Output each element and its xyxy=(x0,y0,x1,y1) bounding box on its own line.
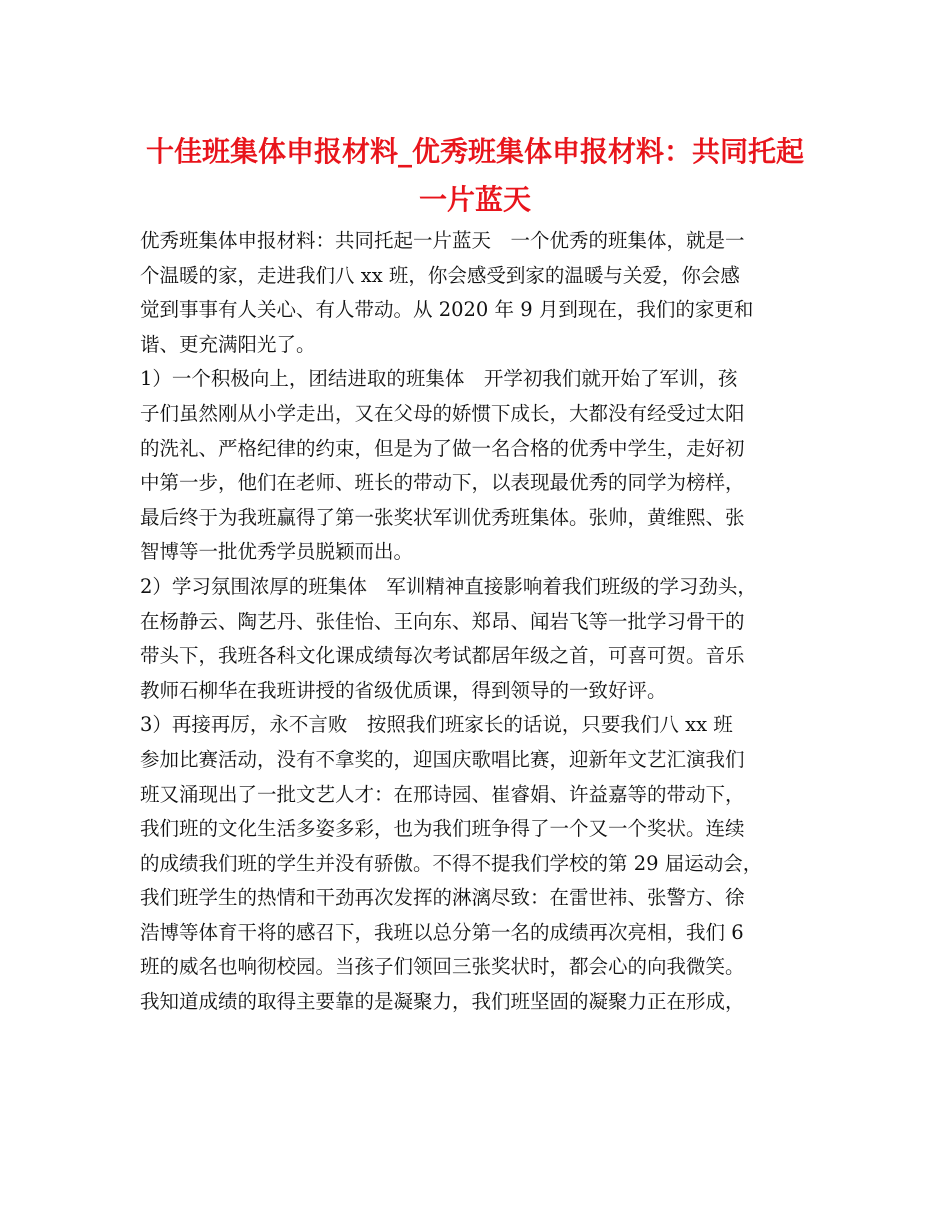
body-line: 1）一个积极向上，团结进取的班集体 开学初我们就开始了军训，孩 xyxy=(140,367,738,391)
body-line: 我们班的文化生活多姿多彩，也为我们班争得了一个又一个奖状。连续 xyxy=(140,817,745,841)
body-line: 班又涌现出了一批文艺人才：在邢诗园、崔睿娟、许益嘉等的带动下， xyxy=(140,782,745,806)
body-line: 2）学习氛围浓厚的班集体 军训精神直接影响着我们班级的学习劲头， xyxy=(140,574,757,598)
document-title xyxy=(100,128,850,224)
body-line: 优秀班集体申报材料：共同托起一片蓝天 一个优秀的班集体，就是一 xyxy=(140,229,745,252)
body-line: 子们虽然刚从小学走出，又在父母的娇惯下成长，大都没有经受过太阳 xyxy=(140,401,745,425)
body-line: 在杨静云、陶艺丹、张佳怡、王向东、郑昂、闻岩飞等一批学习骨干的 xyxy=(140,609,745,633)
body-line: 班的威名也响彻校园。当孩子们领回三张奖状时，都会心的向我微笑。 xyxy=(140,955,745,979)
body-line: 最后终于为我班赢得了第一张奖状军训优秀班集体。张帅，黄维熙、张 xyxy=(140,505,745,529)
body-line: 浩博等体育干将的感召下，我班以总分第一名的成绩再次亮相，我们 6 xyxy=(140,920,744,944)
body-line: 个温暖的家，走进我们八 xx 班，你会感受到家的温暖与关爱，你会感 xyxy=(140,263,740,287)
body-line: 参加比赛活动，没有不拿奖的，迎国庆歌唱比赛，迎新年文艺汇演我们 xyxy=(140,747,745,771)
body-line: 智博等一批优秀学员脱颖而出。 xyxy=(140,540,414,564)
body-line: 我知道成绩的取得主要靠的是凝聚力，我们班坚固的凝聚力正在形成， xyxy=(140,990,745,1014)
title-line-1: 十佳班集体申报材料_优秀班集体申报材料：共同托起 xyxy=(145,135,804,168)
body-line: 教师石柳华在我班讲授的省级优质课，得到领导的一致好评。 xyxy=(140,678,667,702)
body-line: 我们班学生的热情和干劲再次发挥的淋漓尽致：在雷世祎、张警方、徐 xyxy=(140,886,745,910)
title-line-2: 一片蓝天 xyxy=(418,183,531,216)
body-line: 的洗礼、严格纪律的约束，但是为了做一名合格的优秀中学生，走好初 xyxy=(140,436,745,460)
document-body xyxy=(140,224,830,1020)
body-line: 谐、更充满阳光了。 xyxy=(140,332,316,356)
body-line: 的成绩我们班的学生并没有骄傲。不得不提我们学校的第 29 届运动会， xyxy=(140,851,763,875)
body-line: 3）再接再厉，永不言败 按照我们班家长的话说，只要我们八 xx 班 xyxy=(140,713,733,737)
body-line: 带头下，我班各科文化课成绩每次考试都居年级之首，可喜可贺。音乐 xyxy=(140,644,745,668)
body-line: 中第一步，他们在老师、班长的带动下，以表现最优秀的同学为榜样， xyxy=(140,471,745,495)
body-line: 觉到事事有人关心、有人带动。从 2020 年 9 月到现在，我们的家更和 xyxy=(140,298,754,322)
